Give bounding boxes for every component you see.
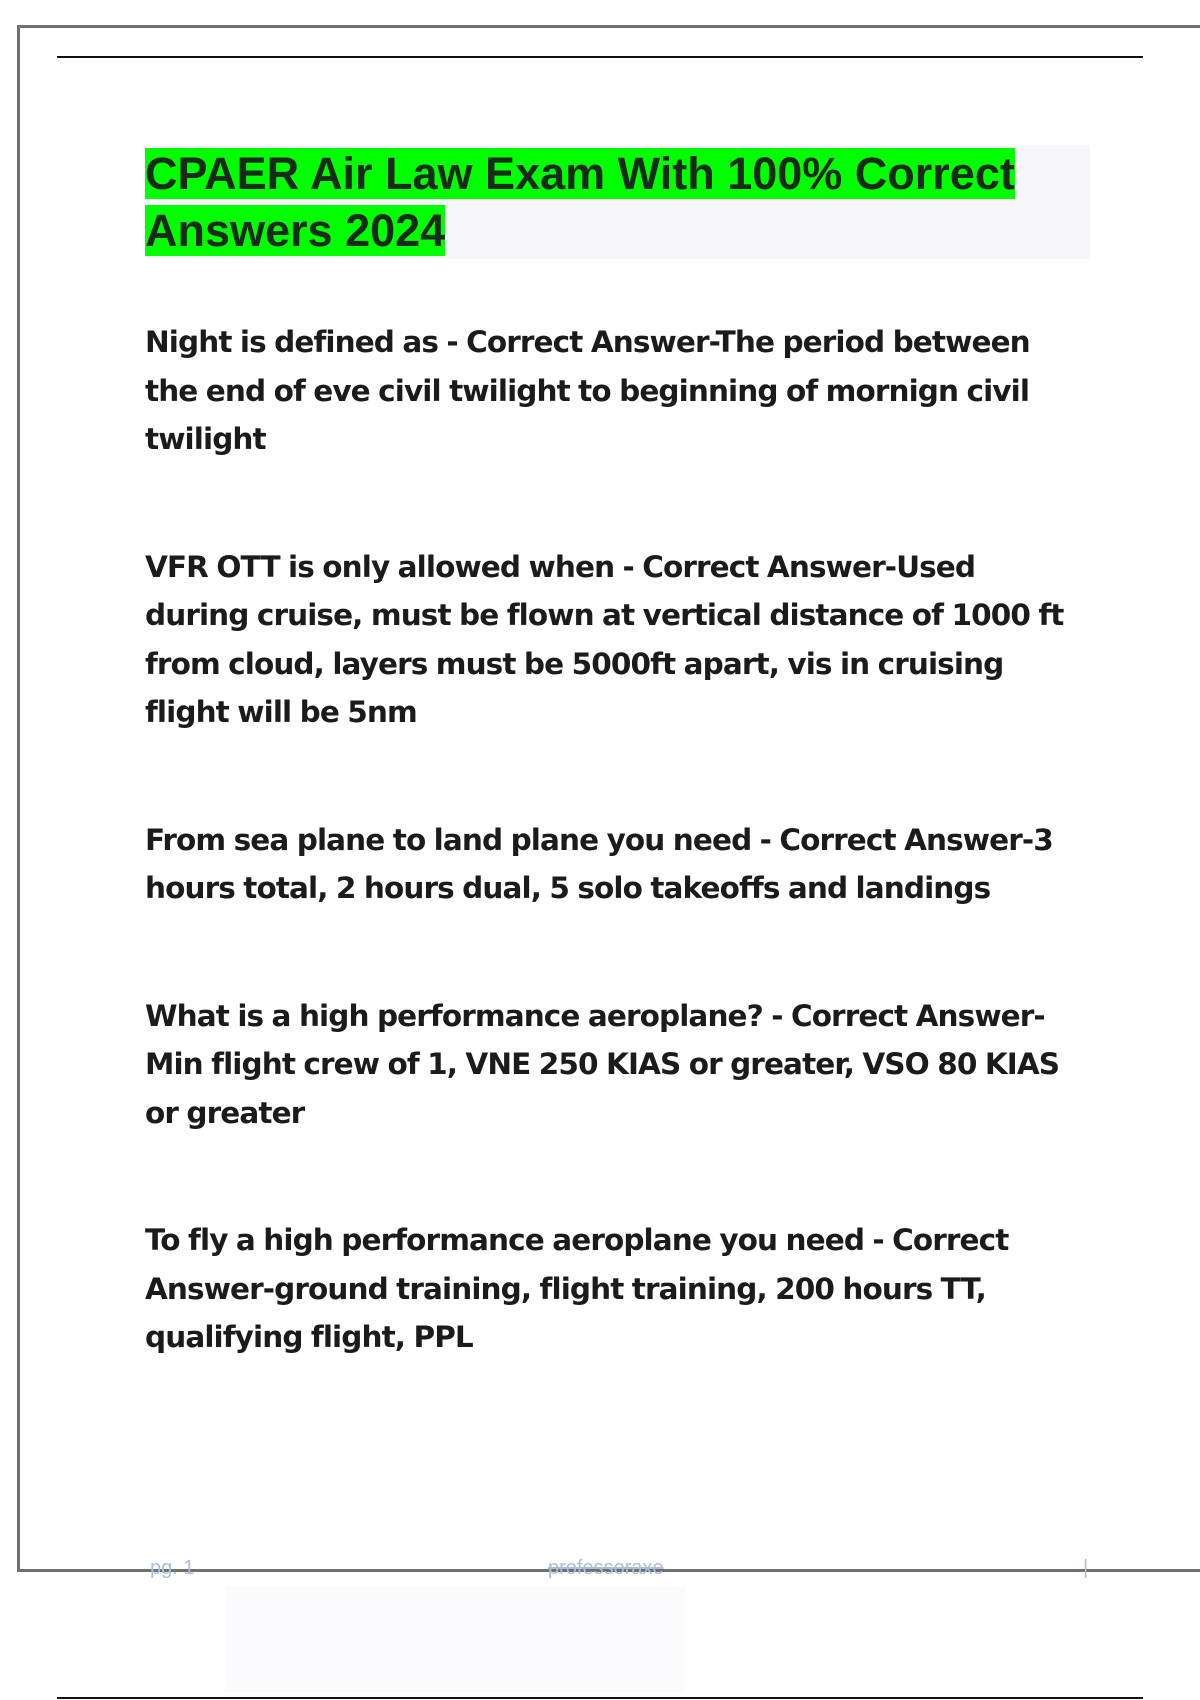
bottom-rule [57,1697,1143,1699]
qa-item: To fly a high performance aeroplane you need - Correct Answer-ground training, flight training, 200 hours TT, qualifying flight, PPL [145,1223,1009,1354]
title-highlight: CPAER Air Law Exam With 100% Correct Answers 2024 [145,148,1015,256]
qa-item: What is a high performance aeroplane? - Correct Answer-Min flight crew of 1, VNE 250 KIAS or greater, VSO 80 KIAS or greater [145,998,1060,1130]
qa-list [145,318,1085,1362]
top-rule [57,56,1143,58]
qa-item: Night is defined as - Correct Answer-The period between the end of eve civil twilight to beginning of mornign civil twilight [145,325,1030,456]
footer-page-number: pg. 1 [150,1557,195,1579]
qa-item: VFR OTT is only allowed when - Correct Answer-Used during cruise, must be flown at vertical distance of 1000 ft from cloud, layers must be 5000ft apart, vis in cruising flight will be 5nm [145,549,1064,729]
footer-brand: professoraxe [548,1557,664,1579]
document-title [145,145,1090,259]
page-footer [0,1557,1200,1587]
title-block [145,145,1090,259]
footer-shade [225,1587,685,1692]
footer-separator: | [1083,1557,1089,1579]
qa-item: From sea plane to land plane you need - Correct Answer-3 hours total, 2 hours dual, 5 solo takeoffs and landings [145,822,1053,905]
